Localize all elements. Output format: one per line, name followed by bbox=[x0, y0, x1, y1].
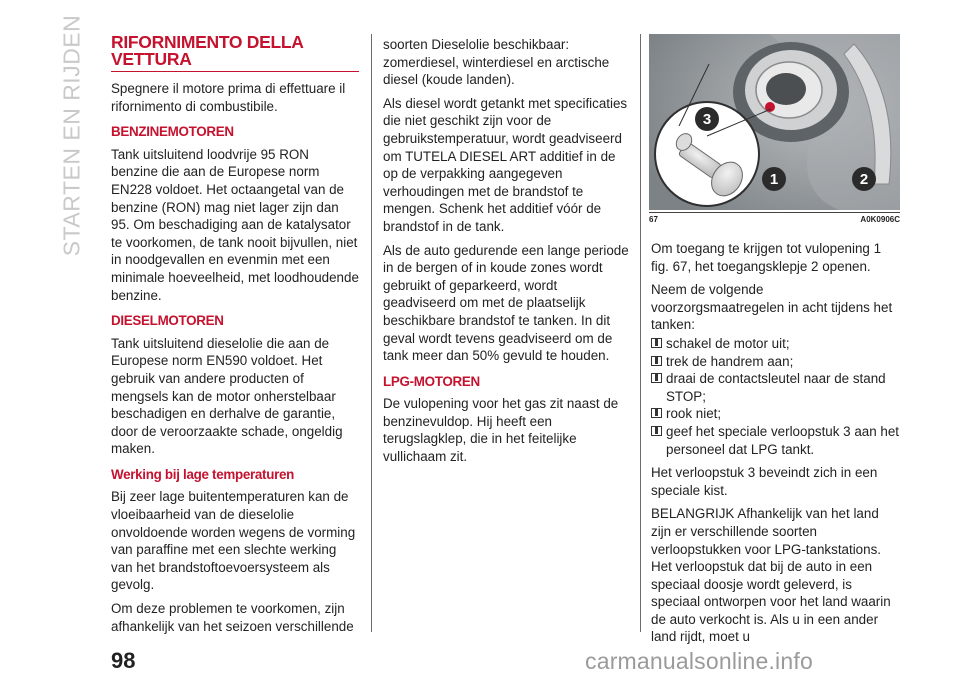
figure-caption bbox=[649, 212, 900, 228]
fuel-filler-illustration bbox=[649, 34, 900, 210]
section-title: RIFORNIMENTO DELLA VETTURA bbox=[111, 34, 359, 72]
section-side-tab bbox=[58, 14, 86, 256]
heading-low-temperature: Werking bij lage temperaturen bbox=[111, 466, 295, 482]
text-column-1 bbox=[111, 34, 359, 641]
paragraph-access: Om toegang te krijgen tot vulopening 1 fig. 67, het toegangsklepje 2 openen. bbox=[651, 241, 882, 274]
paragraph-adapter-location: Het verloopstuk 3 beveindt zich in een speciale kist. bbox=[651, 465, 878, 498]
paragraph-benzine: Tank uitsluitend loodvrije 95 RON benzine die aan de Europese norm EN228 voldoet. Het octaangetal van de benzine (RON) mag niet lager zijn dan 95. Om beschadiging aan de katalysator te voorkomen, de tank nooit bijvullen, niet in noodgevallen en evenmin met een minimale hoeveelheid, met loodhoudende benzine. bbox=[111, 146, 359, 303]
list-item: trek de handrem aan; bbox=[651, 353, 899, 371]
bullet-icon bbox=[651, 356, 662, 366]
paragraph-precautions: Neem de volgende voorzorgsmaatregelen in acht tijdens het tanken: bbox=[651, 282, 893, 333]
bullet-icon bbox=[651, 408, 662, 418]
callout-2: 2 bbox=[852, 167, 876, 191]
paragraph-low-temperature-1: Bij zeer lage buitentemperaturen kan de vloeibaarheid van de dieselolie onvoldoende worden wegens de vorming van paraffine met een slechte werking van het brandstoftoevoersysteem als gevolg. bbox=[111, 489, 356, 593]
paragraph-low-temperature-2: Om deze problemen te voorkomen, zijn afhankelijk van het seizoen verschillende bbox=[111, 601, 354, 634]
text-column-2 bbox=[383, 36, 630, 472]
watermark: carmanualsonline.info bbox=[585, 648, 813, 674]
column-divider-2 bbox=[640, 34, 641, 632]
paragraph-additive: Als diesel wordt getankt met specificaties die niet geschikt zijn voor de gebruikstemperatuur, wordt geadviseerd om TUTELA DIESEL ART additief in de op de verpakking aangegeven verhoudingen met de brandstof te mengen. Schenk het additief vóór de brandstof in de tank. bbox=[383, 95, 628, 234]
page-number: 98 bbox=[111, 648, 136, 673]
figure-number: 67 bbox=[649, 215, 658, 224]
paragraph-important: BELANGRIJK Afhankelijk van het land zijn er verschillende soorten verloopstukken voor LPG-tankstations. Het verloopstuk dat bij de auto in een speciaal doosje wordt geleverd, is speciaal ontworpen voor het land waarin de auto verkocht is. Als u in een ander land rijdt, moet u bbox=[651, 506, 891, 645]
list-item: rook niet; bbox=[651, 405, 899, 423]
heading-diesel: DIESELMOTOREN bbox=[111, 313, 224, 329]
text-column-3 bbox=[651, 240, 899, 652]
list-item: schakel de motor uit; bbox=[651, 335, 899, 353]
section-side-tab-label: STARTEN EN RIJDEN bbox=[58, 14, 85, 256]
paragraph-diesel-types: soorten Dieselolie beschikbaar: zomerdiesel, winterdiesel en arctische diesel (koude landen). bbox=[383, 37, 610, 88]
paragraph-diesel: Tank uitsluitend dieselolie die aan de Europese norm EN590 voldoet. Het gebruik van andere producten of mengsels kan de motor onherstelbaar beschadigen en derhalve de garantie, door de veroorzaakte schade, ongeldig maken. bbox=[111, 335, 343, 457]
intro-paragraph: Spegnere il motore prima di effettuare il rifornimento di combustibile. bbox=[111, 81, 346, 114]
column-divider-1 bbox=[371, 34, 372, 632]
figure-code: A0K0906C bbox=[860, 215, 900, 224]
paragraph-cold-zones: Als de auto gedurende een lange periode in de bergen of in koude zones wordt gebruikt of geparkeerd, wordt geadviseerd om met de plaatselijk beschikbare brandstof te tanken. In dit geval wordt tevens geadviseerd om de tank meer dan 50% gevuld te houden. bbox=[383, 242, 629, 364]
bullet-icon bbox=[651, 426, 662, 436]
callout-3: 3 bbox=[695, 107, 719, 131]
paragraph-lpg: De vulopening voor het gas zit naast de benzinevuldop. Hij heeft een terugslagklep, die in het feitelijke vullichaam zit. bbox=[383, 396, 619, 465]
heading-benzine: BENZINEMOTOREN bbox=[111, 124, 234, 140]
bullet-icon bbox=[651, 373, 662, 383]
bullet-icon bbox=[651, 338, 662, 348]
callout-1: 1 bbox=[762, 167, 786, 191]
list-item: geef het speciale verloopstuk 3 aan het personeel dat LPG tankt. bbox=[651, 423, 899, 458]
heading-lpg: LPG-MOTOREN bbox=[383, 373, 480, 389]
list-item: draai de contactsleutel naar de stand STOP; bbox=[651, 370, 899, 405]
